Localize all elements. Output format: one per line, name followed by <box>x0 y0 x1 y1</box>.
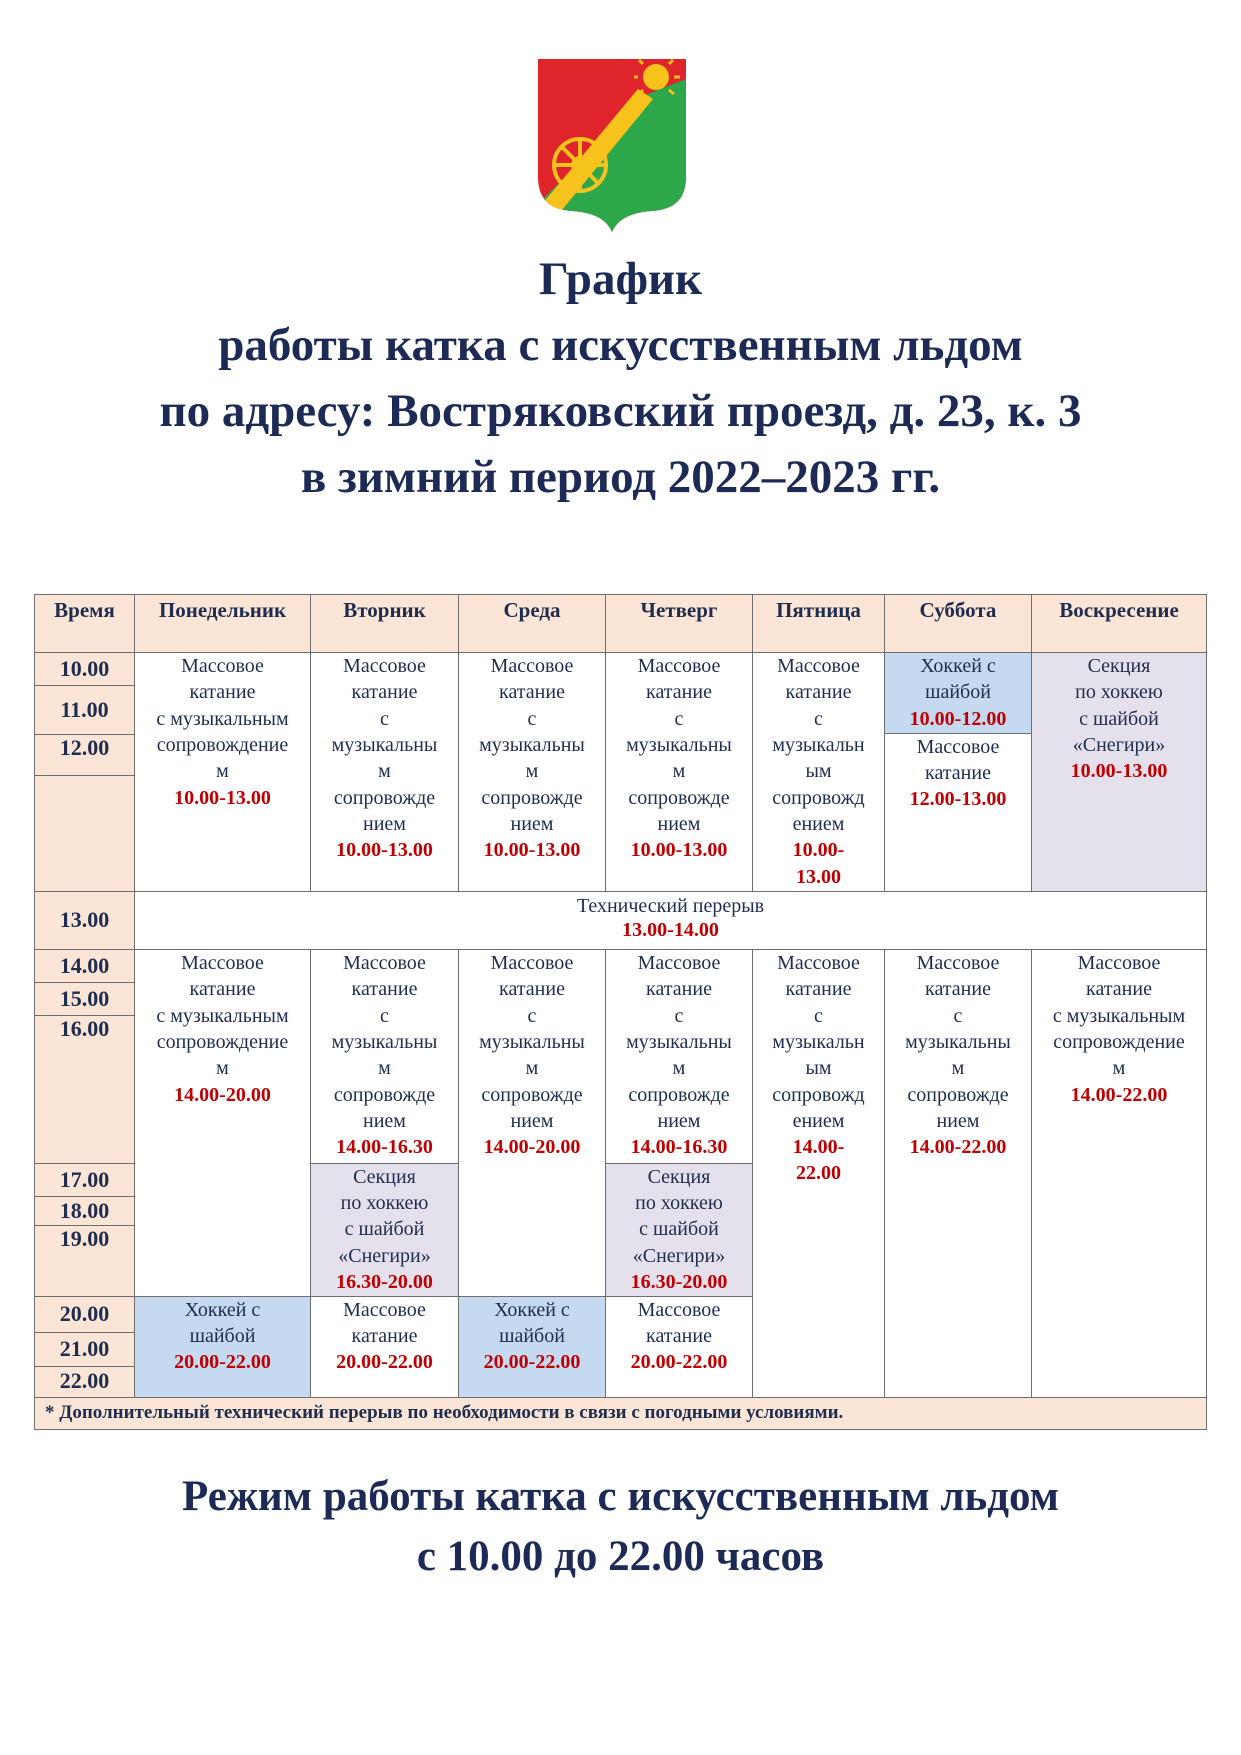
title-line-3: по адресу: Востряковский проезд, д. 23, к. 3 <box>159 385 1082 437</box>
cell-text: Массовое <box>637 655 721 678</box>
cell-time: 16.30-20.00 <box>630 1270 728 1293</box>
cell-text: музыкальны <box>905 1030 1011 1053</box>
cell-text: нием <box>936 1109 980 1132</box>
footer-line-1: Режим работы катка с искусственным льдом <box>182 1473 1059 1520</box>
cell-text: музыкальны <box>626 1030 732 1053</box>
header-sunday: Воскресение <box>1032 595 1207 653</box>
wheel-icon <box>554 139 606 191</box>
cell-text: с <box>674 707 684 730</box>
cell-text: нием <box>657 812 701 835</box>
cell-text: с <box>814 707 823 730</box>
time-cell-afternoon <box>35 950 135 1164</box>
cell-text: катание <box>925 978 991 1001</box>
header-tuesday: Вторник <box>311 595 459 653</box>
cell-time: 12.00-13.00 <box>909 788 1007 811</box>
cell-text: м <box>1112 1057 1126 1080</box>
cell-text: с шайбой <box>1079 707 1159 730</box>
cell-time: 22.00 <box>796 1162 841 1185</box>
title-line-4: в зимний период 2022–2023 гг. <box>300 451 941 503</box>
cell-time: 14.00-20.00 <box>174 1083 271 1106</box>
cell-text: музыкальн <box>772 1030 865 1053</box>
cell-text: сопровожде <box>481 1083 583 1106</box>
title-line-1: График <box>538 253 703 305</box>
cell-time: 10.00-13.00 <box>336 839 433 862</box>
cell-text: Массовое <box>637 1298 721 1321</box>
cell-text: катание <box>189 978 256 1001</box>
time-label: 17.00 <box>35 1164 134 1197</box>
cell-text: с музыкальным <box>156 707 289 730</box>
cell-text: Массовое <box>343 655 426 678</box>
cell-text: сопровожде <box>333 786 436 809</box>
cell-text: ым <box>805 760 832 783</box>
tech-break-cell <box>135 891 1207 949</box>
cell-text: м <box>378 1057 391 1080</box>
thu-section-cell <box>606 1163 753 1296</box>
cell-text: с музыкальным <box>1052 1004 1186 1027</box>
cell-text: катание <box>646 1324 712 1347</box>
header-wednesday: Среда <box>459 595 606 653</box>
footer-line-2: с 10.00 до 22.00 часов <box>416 1533 825 1580</box>
cell-text: с <box>814 1004 823 1027</box>
cell-time: 14.00-22.00 <box>909 1136 1007 1159</box>
cell-text: нием <box>363 812 406 835</box>
cell-time: 10.00-12.00 <box>909 707 1007 730</box>
sun-icon <box>643 64 669 90</box>
tue-afternoon-cell <box>311 950 459 1164</box>
cell-text: Массовое <box>490 952 574 975</box>
cell-text: катание <box>646 681 712 704</box>
cell-text: музыкальны <box>331 734 438 757</box>
cell-time: 14.00-16.30 <box>336 1136 433 1159</box>
time-label: 12.00 <box>35 735 134 776</box>
cell-text: музыкальны <box>479 1030 585 1053</box>
cell-time: 16.30-20.00 <box>336 1270 433 1293</box>
cell-text: шайбой <box>189 1324 256 1347</box>
mon-evening-hockey-cell <box>135 1296 311 1397</box>
cell-text: шайбой <box>499 1324 565 1347</box>
header-time: Время <box>35 595 135 653</box>
cell-text: сопровожде <box>481 786 583 809</box>
cell-text: сопровождение <box>156 734 289 757</box>
cell-text: Хоккей с <box>184 1298 261 1321</box>
title-line-2: работы катка с искусственным льдом <box>218 319 1023 371</box>
district-coat-of-arms <box>538 59 686 232</box>
cell-text: музыкальны <box>479 734 585 757</box>
cell-time: 20.00-22.00 <box>336 1351 433 1374</box>
sat-afternoon-cell <box>885 950 1032 1398</box>
time-label: 22.00 <box>59 1368 110 1394</box>
cell-text: Массовое <box>916 735 1000 758</box>
time-label: 16.00 <box>59 1016 110 1042</box>
mon-morning-cell <box>135 653 311 892</box>
cell-text: сопровожде <box>907 1083 1009 1106</box>
cell-text: катание <box>1086 978 1152 1001</box>
cell-text: ым <box>805 1057 832 1080</box>
cell-text: «Снегири» <box>338 1244 431 1267</box>
wed-evening-hockey-cell <box>459 1296 606 1397</box>
cell-text: сопровождение <box>1053 1030 1185 1053</box>
cell-text: сопровожд <box>772 786 865 809</box>
cell-time: 10.00- <box>792 839 845 862</box>
time-label: 21.00 <box>35 1333 134 1367</box>
cell-text: по хоккею <box>1075 681 1163 704</box>
cell-text: Массовое <box>1077 952 1161 975</box>
header-row <box>35 595 1207 653</box>
cell-text: катание <box>499 681 565 704</box>
wed-morning-cell <box>459 653 606 892</box>
sun-afternoon-cell <box>1032 950 1207 1398</box>
thu-morning-cell <box>606 653 753 892</box>
cell-time: 13.00 <box>796 865 841 888</box>
cell-text: с <box>527 707 537 730</box>
cell-text: Массовое <box>777 952 860 975</box>
thu-evening-cell <box>606 1296 753 1397</box>
cell-text: с <box>380 707 389 730</box>
cell-text: сопровожде <box>333 1083 436 1106</box>
cell-text: «Снегири» <box>1072 734 1166 757</box>
cell-text: Массовое <box>490 655 574 678</box>
cell-text: музыкальны <box>626 734 732 757</box>
time-label: 14.00 <box>35 950 134 983</box>
fri-morning-cell <box>753 653 885 892</box>
cell-text: Массовое <box>916 952 1000 975</box>
page-title <box>0 246 1241 510</box>
cell-text: м <box>525 1057 539 1080</box>
cell-text: с <box>527 1004 537 1027</box>
tue-section-cell <box>311 1163 459 1296</box>
cell-text: катание <box>925 762 991 785</box>
cell-text: нием <box>657 1109 701 1132</box>
cell-text: ением <box>792 1109 845 1132</box>
cell-text: катание <box>499 978 565 1001</box>
cell-text: «Снегири» <box>632 1244 726 1267</box>
cell-text: Массовое <box>637 952 721 975</box>
sat-morning-mass-cell <box>885 733 1032 891</box>
cell-text: Массовое <box>777 655 860 678</box>
sun-morning-section-cell <box>1032 653 1207 892</box>
time-label: 11.00 <box>35 686 134 735</box>
cell-text: музыкальн <box>772 734 865 757</box>
cell-time: 14.00-16.30 <box>630 1136 728 1159</box>
cell-text: катание <box>785 978 852 1001</box>
cell-time: 10.00-13.00 <box>1070 760 1168 783</box>
cell-text: м <box>216 1057 229 1080</box>
cell-time: 20.00-22.00 <box>483 1351 581 1374</box>
cell-text: с шайбой <box>639 1218 719 1241</box>
cell-text: шайбой <box>925 681 991 704</box>
cell-text: нием <box>363 1109 406 1132</box>
cell-time: 10.00-13.00 <box>174 786 271 809</box>
cell-text: с <box>380 1004 389 1027</box>
time-label: 15.00 <box>35 983 134 1016</box>
mon-afternoon-cell <box>135 950 311 1297</box>
tue-evening-cell <box>311 1296 459 1397</box>
time-cell-evening <box>35 1296 135 1397</box>
cell-text: Массовое <box>343 1298 426 1321</box>
working-hours-footer <box>0 1467 1241 1587</box>
cell-text: Массовое <box>181 655 264 678</box>
cell-time: 14.00-22.00 <box>1070 1083 1168 1106</box>
cell-time: 20.00-22.00 <box>174 1351 271 1374</box>
wed-afternoon-cell <box>459 950 606 1297</box>
cell-text: сопровожде <box>628 1083 730 1106</box>
cell-text: м <box>525 760 539 783</box>
cell-text: катание <box>646 978 712 1001</box>
cell-text: Секция <box>353 1165 416 1188</box>
header-saturday: Суббота <box>885 595 1032 653</box>
cell-text: Секция <box>1087 655 1151 678</box>
cell-text: Хоккей с <box>494 1298 570 1321</box>
tue-morning-cell <box>311 653 459 892</box>
cell-time: 14.00- <box>792 1136 845 1159</box>
cell-text: м <box>672 1057 686 1080</box>
cell-text: нием <box>510 812 554 835</box>
cell-text: Хоккей с <box>920 655 996 678</box>
cell-text: с <box>953 1004 963 1027</box>
fri-afternoon-cell <box>753 950 885 1398</box>
cell-text: катание <box>351 1324 418 1347</box>
tech-break-text: Технический перерыв <box>576 894 765 917</box>
time-cell-13: 13.00 <box>35 891 135 949</box>
cell-text: с <box>674 1004 684 1027</box>
cell-text: катание <box>785 681 852 704</box>
cell-text: м <box>378 760 391 783</box>
header-monday: Понедельник <box>135 595 311 653</box>
cell-text: ением <box>792 812 845 835</box>
time-cell-morning <box>35 653 135 892</box>
cell-text: Массовое <box>343 952 426 975</box>
cell-time: 10.00-13.00 <box>483 839 581 862</box>
cell-text: катание <box>189 681 256 704</box>
cell-text: сопровожд <box>772 1083 865 1106</box>
header-friday: Пятница <box>753 595 885 653</box>
cell-time: 20.00-22.00 <box>630 1351 728 1374</box>
cell-text: по хоккею <box>340 1191 429 1214</box>
cell-text: с музыкальным <box>156 1004 289 1027</box>
cell-text: с шайбой <box>344 1218 425 1241</box>
time-label: 20.00 <box>35 1297 134 1333</box>
cell-text: м <box>216 760 229 783</box>
header-thursday: Четверг <box>606 595 753 653</box>
cell-text: музыкальны <box>331 1030 438 1053</box>
cell-text: Массовое <box>181 952 264 975</box>
time-label: 19.00 <box>59 1225 110 1251</box>
cell-text: Секция <box>647 1165 711 1188</box>
cell-text: сопровожде <box>628 786 730 809</box>
cell-time: 14.00-20.00 <box>483 1136 581 1159</box>
time-label: 10.00 <box>35 653 134 686</box>
tech-break-time: 13.00-14.00 <box>622 918 719 941</box>
cell-text: катание <box>351 978 418 1001</box>
schedule-table <box>34 594 1207 1430</box>
cell-text: катание <box>351 681 418 704</box>
footnote: * Дополнительный технический перерыв по необходимости в связи с погодными условиями. <box>35 1397 1207 1429</box>
cell-text: м <box>951 1057 965 1080</box>
time-label: 18.00 <box>35 1197 134 1226</box>
cell-text: м <box>672 760 686 783</box>
cell-text: по хоккею <box>635 1191 723 1214</box>
cell-text: нием <box>510 1109 554 1132</box>
sat-morning-hockey-cell <box>885 653 1032 734</box>
cell-text: сопровождение <box>156 1030 289 1053</box>
cell-time: 10.00-13.00 <box>630 839 728 862</box>
time-cell-evening-early <box>35 1163 135 1296</box>
thu-afternoon-cell <box>606 950 753 1164</box>
